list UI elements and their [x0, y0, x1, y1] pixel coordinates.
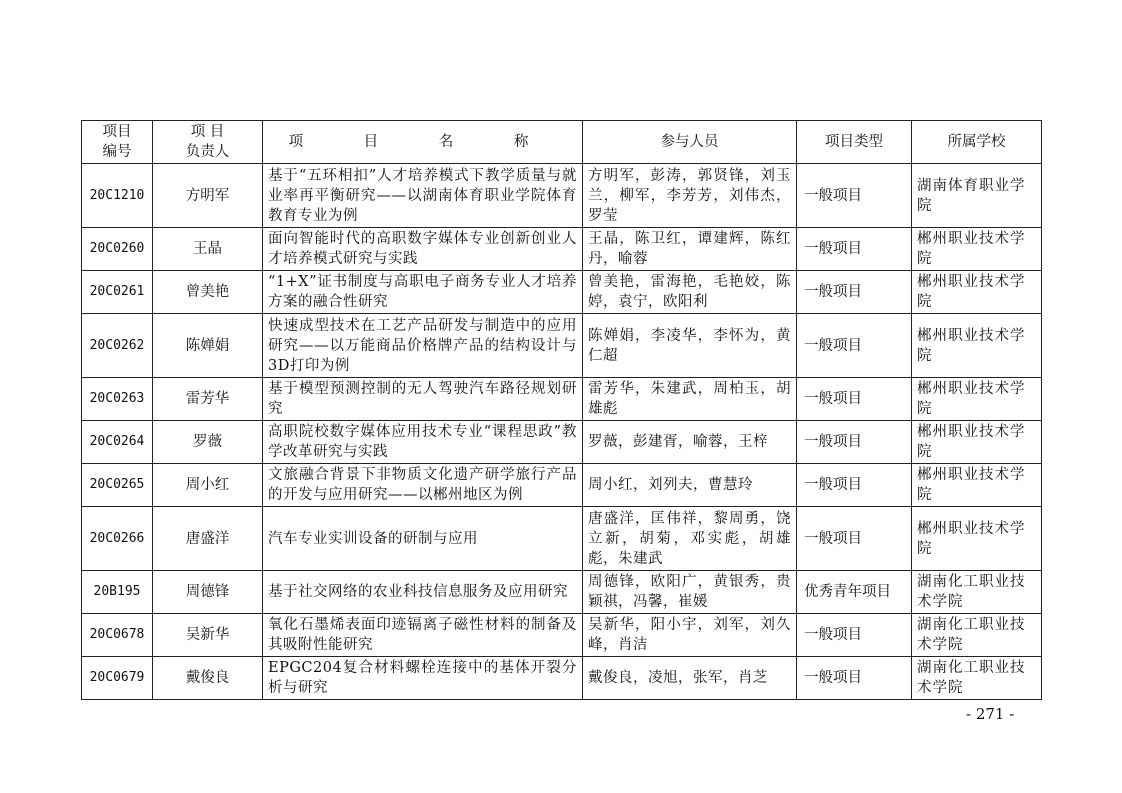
cell-project-name: 基于社交网络的农业科技信息服务及应用研究: [263, 571, 583, 614]
table-row: [82, 614, 1042, 657]
table-row: [82, 271, 1042, 314]
table-row: [82, 571, 1042, 614]
cell-project-leader: 周德锋: [153, 571, 263, 614]
cell-project-type: 一般项目: [797, 271, 912, 314]
cell-school: 郴州职业技术学院: [912, 314, 1042, 378]
cell-project-leader: 陈婵娟: [153, 314, 263, 378]
cell-project-type: 一般项目: [797, 507, 912, 571]
table-body: [82, 164, 1042, 700]
cell-project-name: 快速成型技术在工艺产品研发与制造中的应用研究——以万能商品价格牌产品的结构设计与3D打印为例: [263, 314, 583, 378]
cell-project-id: 20C0260: [82, 228, 153, 271]
cell-project-id: 20C1210: [82, 164, 153, 228]
header-id: 项目 编号: [82, 121, 153, 164]
cell-project-type: 一般项目: [797, 164, 912, 228]
cell-school: 郴州职业技术学院: [912, 464, 1042, 507]
cell-project-type: 一般项目: [797, 314, 912, 378]
cell-project-type: 一般项目: [797, 614, 912, 657]
cell-project-type: 一般项目: [797, 657, 912, 700]
cell-school: 郴州职业技术学院: [912, 421, 1042, 464]
cell-members: 戴俊良，凌旭，张军，肖芝: [583, 657, 797, 700]
header-school: 所属学校: [912, 121, 1042, 164]
cell-project-id: 20C0266: [82, 507, 153, 571]
cell-members: 雷芳华，朱建武，周柏玉，胡雄彪: [583, 378, 797, 421]
header-name-label: 项 目 名 称: [288, 134, 557, 150]
cell-project-name: 高职院校数字媒体应用技术专业“课程思政”教学改革研究与实践: [263, 421, 583, 464]
header-type: 项目类型: [797, 121, 912, 164]
cell-project-name: “1+X”证书制度与高职电子商务专业人才培养方案的融合性研究: [263, 271, 583, 314]
cell-project-leader: 戴俊良: [153, 657, 263, 700]
cell-project-leader: 唐盛洋: [153, 507, 263, 571]
header-name: [263, 121, 583, 164]
cell-school: 湖南化工职业技术学院: [912, 614, 1042, 657]
cell-project-type: 优秀青年项目: [797, 571, 912, 614]
table-row: [82, 164, 1042, 228]
cell-project-id: 20C0678: [82, 614, 153, 657]
cell-school: 郴州职业技术学院: [912, 271, 1042, 314]
cell-members: 罗薇，彭建胥，喻蓉，王梓: [583, 421, 797, 464]
cell-school: 郴州职业技术学院: [912, 378, 1042, 421]
table-row: [82, 507, 1042, 571]
cell-members: 王晶，陈卫红，谭建辉，陈红丹，喻蓉: [583, 228, 797, 271]
cell-project-type: 一般项目: [797, 378, 912, 421]
cell-project-id: 20C0261: [82, 271, 153, 314]
table-row: [82, 464, 1042, 507]
cell-school: 湖南化工职业技术学院: [912, 657, 1042, 700]
cell-school: 湖南体育职业学院: [912, 164, 1042, 228]
cell-members: 曾美艳，雷海艳，毛艳姣，陈婷，袁宁，欧阳利: [583, 271, 797, 314]
cell-project-leader: 方明军: [153, 164, 263, 228]
cell-project-id: 20C0262: [82, 314, 153, 378]
cell-project-name: 基于“五环相扣”人才培养模式下教学质量与就业率再平衡研究——以湖南体育职业学院体育教育专业为例: [263, 164, 583, 228]
cell-project-leader: 周小红: [153, 464, 263, 507]
cell-project-name: 基于模型预测控制的无人驾驶汽车路径规划研究: [263, 378, 583, 421]
cell-project-id: 20C0265: [82, 464, 153, 507]
cell-members: 吴新华，阳小宇，刘军，刘久峰，肖洁: [583, 614, 797, 657]
cell-project-leader: 曾美艳: [153, 271, 263, 314]
header-members: 参与人员: [583, 121, 797, 164]
table-header: [82, 121, 1042, 164]
cell-school: 郴州职业技术学院: [912, 507, 1042, 571]
cell-project-id: 20C0263: [82, 378, 153, 421]
projects-table: [81, 120, 1042, 700]
cell-members: 唐盛洋，匡伟祥，黎周勇，饶立新，胡菊，邓实彪，胡雄彪，朱建武: [583, 507, 797, 571]
cell-members: 周小红，刘列夫，曹慧玲: [583, 464, 797, 507]
cell-members: 陈婵娟，李凌华，李怀为，黄仁超: [583, 314, 797, 378]
page-number: - 271 -: [966, 705, 1015, 723]
cell-project-name: 文旅融合背景下非物质文化遗产研学旅行产品的开发与应用研究——以郴州地区为例: [263, 464, 583, 507]
table-row: [82, 378, 1042, 421]
cell-members: 周德锋，欧阳广，黄银秀，贵颖祺，冯馨，崔媛: [583, 571, 797, 614]
cell-members: 方明军，彭涛，郭贤锋，刘玉兰，柳军，李芳芳，刘伟杰，罗莹: [583, 164, 797, 228]
cell-school: 湖南化工职业技术学院: [912, 571, 1042, 614]
cell-project-id: 20C0679: [82, 657, 153, 700]
cell-project-name: EPGC204复合材料螺栓连接中的基体开裂分析与研究: [263, 657, 583, 700]
cell-project-leader: 雷芳华: [153, 378, 263, 421]
table-row: [82, 314, 1042, 378]
table-row: [82, 657, 1042, 700]
cell-project-leader: 罗薇: [153, 421, 263, 464]
cell-project-leader: 王晶: [153, 228, 263, 271]
table-row: [82, 228, 1042, 271]
cell-project-name: 汽车专业实训设备的研制与应用: [263, 507, 583, 571]
cell-project-type: 一般项目: [797, 228, 912, 271]
cell-project-id: 20C0264: [82, 421, 153, 464]
cell-project-name: 氧化石墨烯表面印迹镉离子磁性材料的制备及其吸附性能研究: [263, 614, 583, 657]
cell-project-id: 20B195: [82, 571, 153, 614]
cell-project-type: 一般项目: [797, 421, 912, 464]
cell-project-type: 一般项目: [797, 464, 912, 507]
header-leader: 项 目 负责人: [153, 121, 263, 164]
table-row: [82, 421, 1042, 464]
cell-project-name: 面向智能时代的高职数字媒体专业创新创业人才培养模式研究与实践: [263, 228, 583, 271]
cell-school: 郴州职业技术学院: [912, 228, 1042, 271]
cell-project-leader: 吴新华: [153, 614, 263, 657]
